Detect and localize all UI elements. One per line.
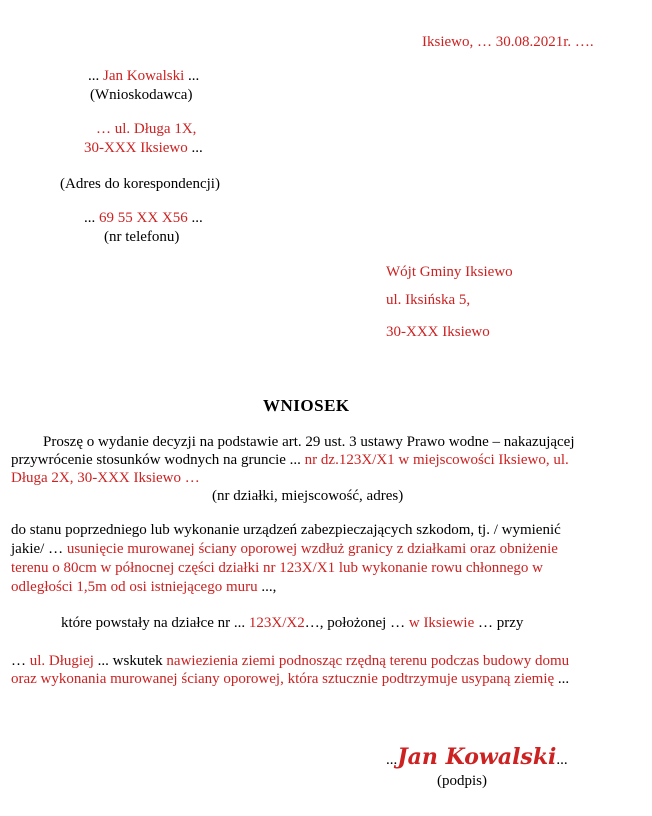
recipient-line1: Wójt Gminy Iksiewo — [386, 264, 513, 280]
paragraph2-line4-end: ..., — [261, 579, 277, 595]
paragraph2-line2-text: jakie/ … — [11, 541, 64, 557]
applicant-phone-suffix: ... — [191, 210, 203, 226]
applicant-name-suffix: ... — [188, 68, 200, 84]
parcel-caption: (nr działki, miejscowość, adres) — [212, 488, 404, 504]
paragraph3-line — [61, 614, 523, 633]
applicant-address-city: 30-XXX Iksiewo — [84, 140, 188, 156]
paragraph4-line2-red: oraz wykonania murowanej ściany oporowej, która sztucznie podtrzymuje usypaną ziemię — [11, 671, 555, 687]
paragraph4-line1 — [11, 652, 569, 671]
paragraph4-c: ... wskutek — [97, 653, 163, 669]
signature-prefix: ... — [386, 752, 398, 768]
applicant-address-suffix: ... — [191, 140, 203, 156]
applicant-caption: (Wnioskodawca) — [90, 87, 193, 103]
recipient-line3: 30-XXX Iksiewo — [386, 324, 490, 340]
place-date: Iksiewo, … 30.08.2021r. …. — [422, 34, 594, 50]
applicant-address-line1: … ul. Długa 1X, — [96, 121, 197, 137]
paragraph2-line2 — [11, 540, 558, 559]
signature-suffix: ... — [556, 752, 568, 768]
paragraph4-street: ul. Długiej — [29, 653, 94, 669]
document-title: WNIOSEK — [263, 396, 350, 415]
paragraph1-line1: Proszę o wydanie decyzji na podstawie art. 29 ust. 3 ustawy Prawo wodne – nakazującej — [43, 434, 575, 450]
paragraph4-a: … — [11, 653, 26, 669]
paragraph2-line4 — [11, 578, 276, 597]
paragraph1-line2-text: przywrócenie stosunków wodnych na gruncie ... — [11, 452, 301, 468]
paragraph2-line3: terenu o 80cm w północnej części działki nr 123X/X1 lub wykonanie rowu chłonnego w — [11, 560, 543, 576]
paragraph4-line2 — [11, 670, 569, 689]
paragraph1-line3: Długa 2X, 30-XXX Iksiewo … — [11, 470, 200, 486]
applicant-address-line2 — [84, 139, 203, 158]
applicant-name-prefix: ... — [88, 68, 100, 84]
address-caption: (Adres do korespondencji) — [60, 176, 220, 192]
signature-line — [386, 744, 568, 773]
applicant-name: Jan Kowalski — [103, 68, 185, 84]
paragraph3-e: … przy — [478, 615, 524, 631]
applicant-phone: 69 55 XX X56 — [99, 210, 188, 226]
applicant-name-line — [88, 67, 199, 86]
paragraph3-place: w Iksiewie — [408, 615, 475, 631]
applicant-phone-line — [84, 209, 203, 228]
signature-caption: (podpis) — [437, 773, 487, 789]
paragraph3-c: …, położonej … — [304, 615, 406, 631]
paragraph1-parcel: nr dz.123X/X1 w miejscowości Iksiewo, ul. — [304, 452, 569, 468]
signature-name: Jan Kowalski — [397, 744, 557, 770]
paragraph2-measures: usunięcie murowanej ściany oporowej wzdłuż granicy z działkami oraz obniżenie — [66, 541, 558, 557]
paragraph3-parcel: 123X/X2 — [248, 615, 305, 631]
paragraph1-line2 — [11, 451, 569, 470]
phone-caption: (nr telefonu) — [104, 229, 180, 245]
paragraph4-cause: nawiezienia ziemi podnosząc rzędną terenu podczas budowy domu — [166, 653, 570, 669]
paragraph3-a: które powstały na działce nr ... — [61, 615, 246, 631]
paragraph2-line1: do stanu poprzedniego lub wykonanie urządzeń zabezpieczających szkodom, tj. / wymienić — [11, 522, 561, 538]
paragraph2-line4-red: odległości 1,5m od osi istniejącego muru — [11, 579, 258, 595]
applicant-phone-prefix: ... — [84, 210, 96, 226]
recipient-line2: ul. Iksińska 5, — [386, 292, 471, 308]
paragraph4-line2-end: ... — [557, 671, 570, 687]
